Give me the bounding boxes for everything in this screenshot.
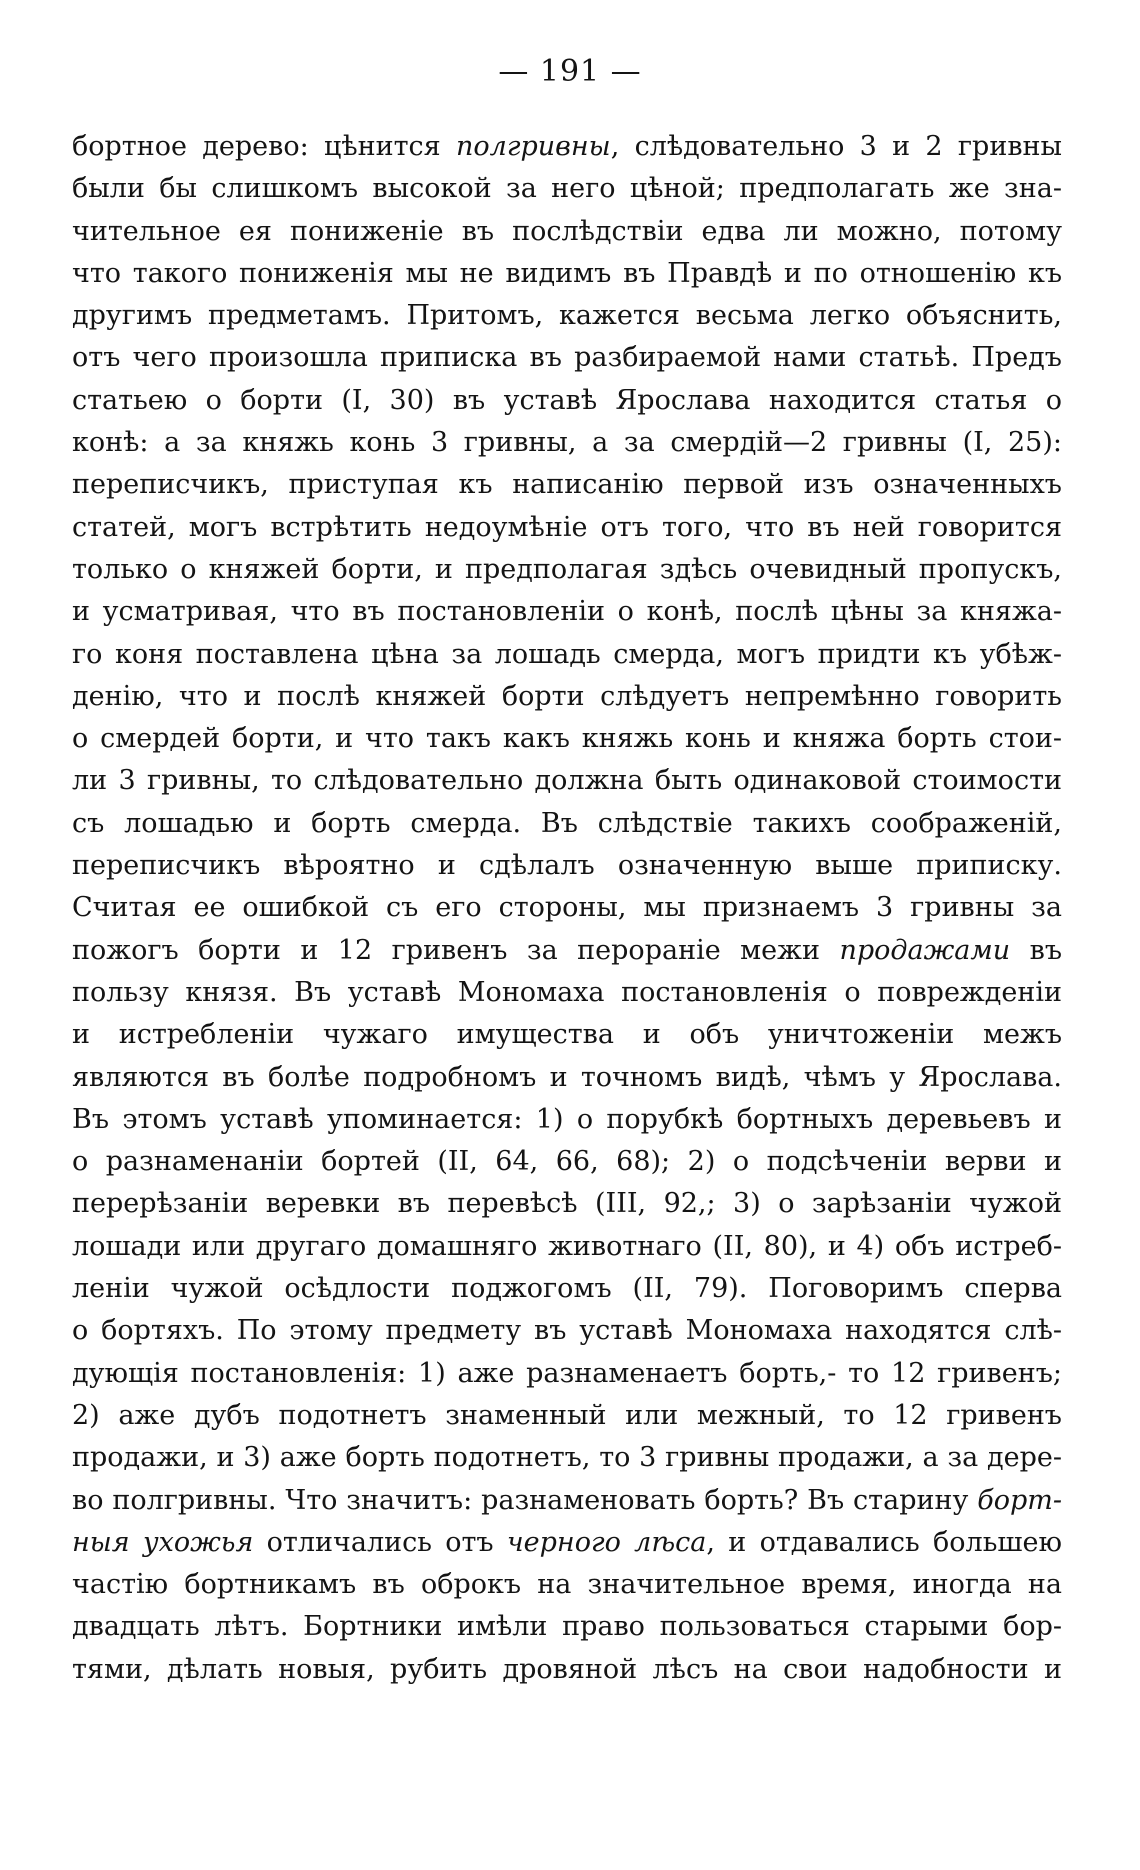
- text-line: [72, 718, 1062, 760]
- text-line: [72, 1606, 1062, 1648]
- text-line: [72, 1649, 1062, 1691]
- text-line: [72, 1353, 1062, 1395]
- text-line: [72, 253, 1062, 295]
- text-segment: о смердей борти, и что такъ какъ княжь конь и княжа борть стои-: [72, 723, 1062, 755]
- text-segment: бортное дерево: цѣнится: [72, 131, 457, 162]
- text-line: [72, 1310, 1062, 1352]
- text-segment: были бы слишкомъ высокой за него цѣной; предполагать же зна-: [72, 173, 1062, 205]
- text-line: [72, 1183, 1062, 1225]
- text-line: [72, 422, 1062, 464]
- text-segment: дующія постановленія: 1) аже разнаменаетъ борть,- то 12 гривенъ;: [72, 1357, 1062, 1389]
- body-text: [72, 126, 1062, 1691]
- text-line: [72, 930, 1062, 972]
- text-line: [72, 591, 1062, 633]
- text-segment: что такого пониженія мы не видимъ въ Правдѣ и по отношенію къ: [72, 257, 1062, 289]
- text-segment: въ: [1010, 934, 1062, 966]
- text-segment: съ лошадью и борть смерда. Въ слѣдствіе такихъ соображеній,: [72, 807, 1062, 839]
- text-line: [72, 845, 1062, 887]
- text-segment: и истребленіи чужаго имущества и объ уничтоженіи межъ: [72, 1019, 1062, 1051]
- text-segment: , и отдавались большею: [706, 1526, 1062, 1558]
- text-segment: другимъ предметамъ. Притомъ, кажется весьма легко объяснить,: [72, 300, 1062, 332]
- text-segment: го коня поставлена цѣна за лошадь смерда, могъ придти къ убѣж-: [72, 638, 1062, 670]
- text-segment: отличались отъ: [253, 1526, 507, 1558]
- text-segment: отъ чего произошла приписка въ разбираемой нами статьѣ. Предъ: [72, 342, 1062, 374]
- text-line: [72, 1395, 1062, 1437]
- text-segment: переписчикъ вѣроятно и сдѣлалъ означенную выше приписку.: [72, 850, 1062, 882]
- text-segment: о бортяхъ. По этому предмету въ уставѣ Мономаха находятся слѣ-: [72, 1315, 1062, 1347]
- text-line: [72, 337, 1062, 379]
- text-segment: тями, дѣлать новыя, рубить дровяной лѣсъ на свои надобности и: [72, 1653, 1062, 1685]
- text-segment: 2) аже дубъ подотнетъ знаменный или межный, то 12 гривенъ: [72, 1399, 1062, 1431]
- text-segment: о разнаменаніи бортей (II, 64, 66, 68); 2) о подсѣченіи верви и: [72, 1146, 1062, 1178]
- text-line: [72, 1014, 1062, 1056]
- text-line: [72, 211, 1062, 253]
- italic-text: полгривны: [456, 131, 611, 162]
- text-segment: только о княжей борти, и предполагая здѣсь очевидный пропускъ,: [72, 553, 1062, 585]
- text-segment: статей, могъ встрѣтить недоумѣніе отъ того, что въ ней говорится: [72, 511, 1062, 543]
- text-line: [72, 295, 1062, 337]
- text-segment: являются въ болѣе подробномъ и точномъ видѣ, чѣмъ у Ярослава.: [72, 1061, 1062, 1093]
- text-segment: переписчикъ, приступая къ написанію первой изъ означенныхъ: [72, 469, 1062, 501]
- text-segment: статьею о борти (I, 30) въ уставѣ Ярослава находится статья о: [72, 384, 1062, 416]
- text-segment: леніи чужой осѣдлости поджогомъ (II, 79). Поговоримъ сперва: [72, 1273, 1062, 1305]
- text-line: [72, 1437, 1062, 1479]
- text-segment: и усматривая, что въ постановленіи о конѣ, послѣ цѣны за княжа-: [72, 596, 1062, 628]
- text-line: [72, 634, 1062, 676]
- text-line: [72, 1268, 1062, 1310]
- text-line: [72, 803, 1062, 845]
- text-line: [72, 1057, 1062, 1099]
- text-line: [72, 972, 1062, 1014]
- text-line: [72, 1480, 1062, 1522]
- text-line: [72, 1099, 1062, 1141]
- text-line: [72, 760, 1062, 802]
- text-segment: чительное ея пониженіе въ послѣдствіи едва ли можно, потому: [72, 215, 1062, 247]
- text-segment: во полгривны. Что значитъ: разнаменовать борть? Въ старину: [72, 1484, 978, 1516]
- text-line: [72, 464, 1062, 506]
- text-line: [72, 507, 1062, 549]
- text-segment: денію, что и послѣ княжей борти слѣдуетъ непремѣнно говорить: [72, 680, 1062, 712]
- text-line: [72, 380, 1062, 422]
- page-number: — 191 —: [498, 54, 642, 89]
- text-line: [72, 1141, 1062, 1183]
- text-line: [72, 168, 1062, 210]
- text-segment: перерѣзаніи веревки въ перевѣсѣ (III, 92,; 3) о зарѣзаніи чужой: [72, 1188, 1062, 1220]
- text-line: [72, 1564, 1062, 1606]
- text-segment: продажи, и 3) аже борть подотнетъ, то 3 гривны продажи, а за дере-: [72, 1442, 1062, 1474]
- italic-text: черного лѣса: [506, 1526, 707, 1558]
- text-line: [72, 887, 1062, 929]
- text-line: [72, 1522, 1062, 1564]
- text-segment: конѣ: а за княжь конь 3 гривны, а за смердій—2 гривны (I, 25):: [72, 427, 1062, 459]
- text-segment: лошади или другаго домашняго животнаго (II, 80), и 4) объ истреб-: [72, 1230, 1062, 1262]
- text-segment: Въ этомъ уставѣ упоминается: 1) о порубкѣ бортныхъ деревьевъ и: [72, 1103, 1062, 1135]
- text-segment: Считая ее ошибкой съ его стороны, мы признаемъ 3 гривны за: [72, 892, 1062, 924]
- italic-text: борт-: [977, 1484, 1062, 1516]
- text-line: [72, 1226, 1062, 1268]
- text-segment: частію бортникамъ въ оброкъ на значительное время, иногда на: [72, 1569, 1062, 1601]
- text-segment: пожогъ борти и 12 гривенъ за перораніе межи: [72, 934, 840, 966]
- italic-text: ныя ухожья: [72, 1526, 254, 1558]
- text-line: [72, 549, 1062, 591]
- text-segment: ли 3 гривны, то слѣдовательно должна быть одинаковой стоимости: [72, 765, 1062, 797]
- text-line: [72, 126, 1062, 168]
- text-segment: двадцать лѣтъ. Бортники имѣли право пользоваться старыми бор-: [72, 1611, 1062, 1643]
- text-segment: , слѣдовательно 3 и 2 гривны: [610, 131, 1062, 162]
- italic-text: продажами: [839, 934, 1011, 966]
- text-line: [72, 676, 1062, 718]
- text-segment: пользу князя. Въ уставѣ Мономаха постановленія о поврежденіи: [72, 976, 1062, 1008]
